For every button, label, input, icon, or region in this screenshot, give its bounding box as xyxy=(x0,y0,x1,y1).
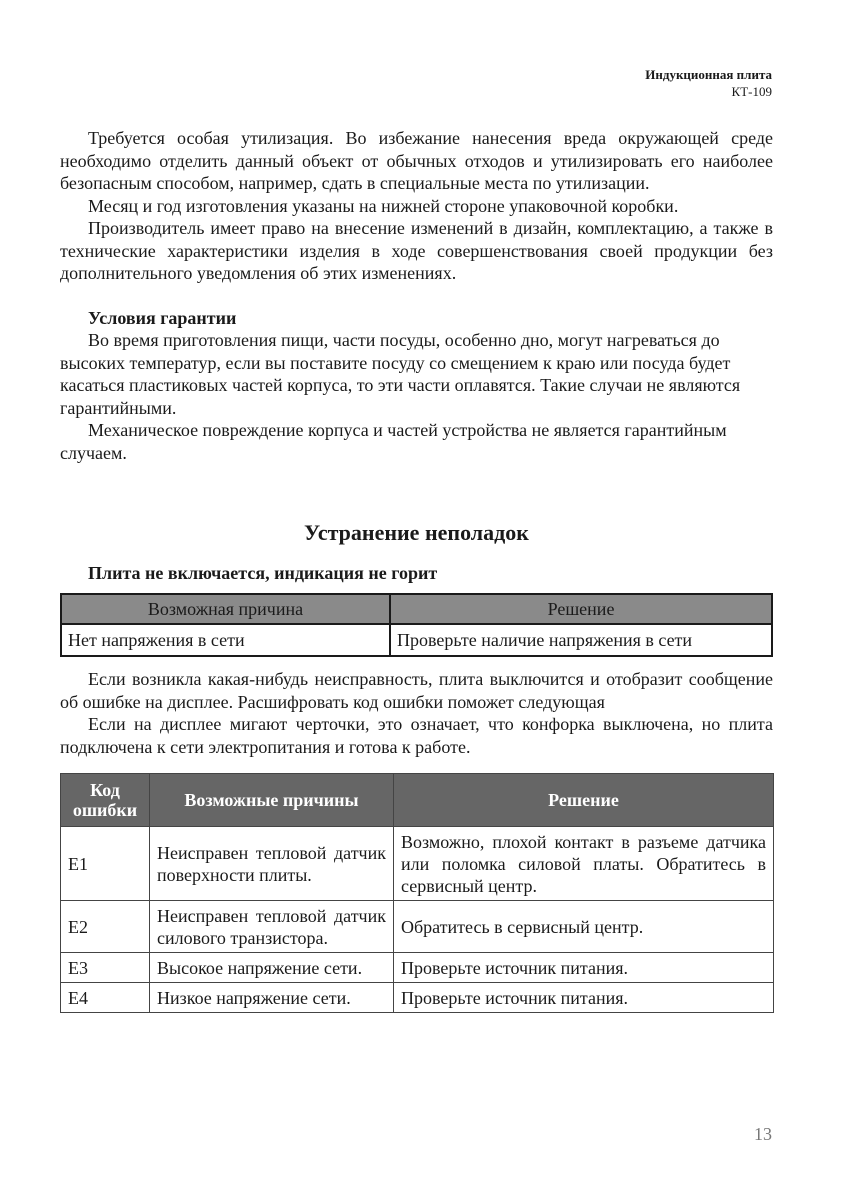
header-code-line2: ошибки xyxy=(72,800,138,820)
page-header xyxy=(645,66,772,100)
power-table xyxy=(60,593,773,657)
column-header: Решение xyxy=(390,594,772,624)
table-row xyxy=(61,901,774,953)
table-header-row xyxy=(61,594,772,624)
error-code: E3 xyxy=(61,953,150,983)
product-model: КТ-109 xyxy=(731,84,772,99)
error-cause: Неисправен тепловой датчик поверхности плиты. xyxy=(150,827,394,901)
error-cause: Высокое напряжение сети. xyxy=(150,953,394,983)
column-header: Возможная причина xyxy=(61,594,390,624)
table-row xyxy=(61,983,774,1013)
subsection-title: Плита не включается, индикация не горит xyxy=(88,563,438,583)
intro-paragraph-2: Месяц и год изготовления указаны на нижней стороне упаковочной коробки. xyxy=(88,195,679,216)
warranty-heading: Условия гарантии xyxy=(88,307,237,328)
error-solution: Обратитесь в сервисный центр. xyxy=(394,901,774,953)
warranty-paragraph-2: Механическое повреждение корпуса и частей устройства не является гарантийным случаем. xyxy=(60,420,727,463)
table-row xyxy=(61,953,774,983)
intro-paragraph-1: Требуется особая утилизация. Во избежание нанесения вреда окружающей среде необходимо отделить данный объект от обычных отходов и утилизировать его наиболее безопасным способом, например, сдать в специальные места по утилизации. xyxy=(60,128,773,193)
warranty-paragraph-1: Во время приготовления пищи, части посуды, особенно дно, могут нагреваться до высоких температур, если вы поставите посуду со смещением к краю или посуда будет касаться пластиковых частей корпуса, то эти части оплавятся. Такие случаи не являются гарантийными. xyxy=(60,330,741,418)
error-solution: Возможно, плохой контакт в разъеме датчика или поломка силовой платы. Обратитесь в сервисный центр. xyxy=(394,827,774,901)
error-code: E2 xyxy=(61,901,150,953)
table-cell: Нет напряжения в сети xyxy=(61,624,390,656)
column-header-solution: Решение xyxy=(394,774,774,827)
error-solution: Проверьте источник питания. xyxy=(394,953,774,983)
page-number: 13 xyxy=(754,1124,772,1144)
error-paragraph-1: Если возникла какая-нибудь неисправность, плита выключится и отобразит сообщение об ошибке на дисплее. Расшифровать код ошибки поможет следующая xyxy=(60,669,773,712)
header-code-line1: Код xyxy=(90,780,120,800)
table-cell: Проверьте наличие напряжения в сети xyxy=(390,624,772,656)
table-row xyxy=(61,624,772,656)
error-solution: Проверьте источник питания. xyxy=(394,983,774,1013)
error-code: E4 xyxy=(61,983,150,1013)
table-row xyxy=(61,827,774,901)
error-paragraph-2: Если на дисплее мигают черточки, это означает, что конфорка выключена, но плита подключена к сети электропитания и готова к работе. xyxy=(60,714,773,757)
column-header-causes: Возможные причины xyxy=(150,774,394,827)
error-cause: Неисправен тепловой датчик силового транзистора. xyxy=(150,901,394,953)
body-text xyxy=(60,127,773,464)
error-code: E1 xyxy=(61,827,150,901)
error-cause: Низкое напряжение сети. xyxy=(150,983,394,1013)
intro-paragraph-3: Производитель имеет право на внесение изменений в дизайн, комплектацию, а также в технические характеристики изделия в ходе совершенствования своей продукции без дополнительного уведомления об этих изменениях. xyxy=(60,218,773,283)
table-header-row xyxy=(61,774,774,827)
section-title: Устранение неполадок xyxy=(304,520,529,545)
column-header-code xyxy=(61,774,150,827)
error-text xyxy=(60,668,773,758)
product-title: Индукционная плита xyxy=(645,67,772,82)
error-codes-table xyxy=(60,773,774,1013)
